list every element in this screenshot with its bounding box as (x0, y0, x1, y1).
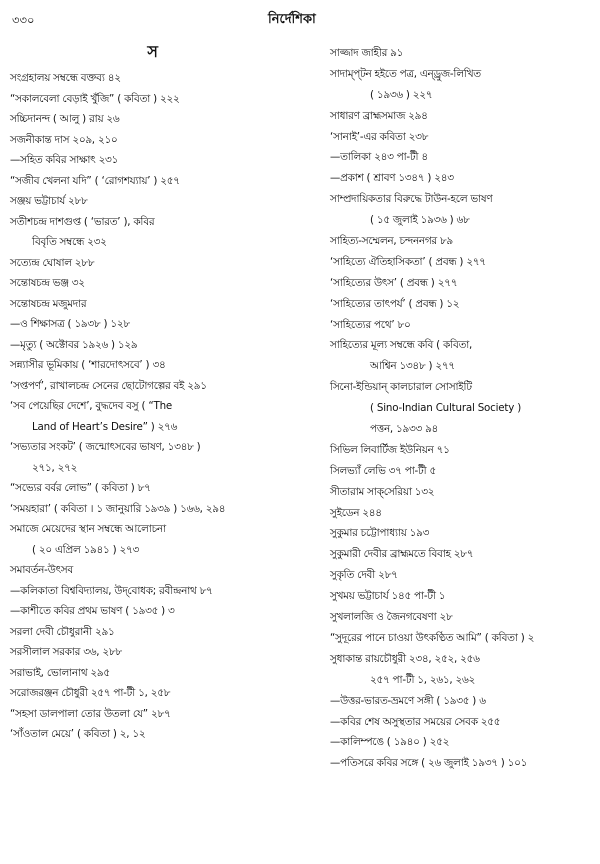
index-entry-line: সুকুমারী দেবীর ব্রাহ্মমতে বিবাহ ২৮৭ (330, 548, 474, 561)
index-entry-line: সুখময় ভট্টাচার্য ১৪৫ পা-টী ১ (330, 590, 446, 603)
index-entry-line: “সুদূরের পানে চাওয়া উৎকণ্ঠিত আমি” ( কবিতা ) ২ (330, 631, 535, 644)
index-entry-line: “সজীব খেলনা যদি” ( ‘রোগশয্যায়’ ) ২৫৭ (10, 174, 180, 187)
index-entry-line: সরাভাই, ভোলানাথ ২৯৫ (10, 666, 110, 679)
index-entry-line: “সহসা ডালপালা তোর উতলা যে” ২৮৭ (10, 707, 171, 720)
index-entry-line: বিবৃতি সম্বন্ধে ২৩২ (32, 236, 107, 248)
index-entry-line: —ও শিক্ষাসত্র ( ১৯৩৮ ) ১২৮ (10, 318, 130, 330)
index-entry-line: সিভিল লিবার্টিজ ইউনিয়ন ৭১ (330, 443, 450, 456)
index-entry-list (330, 43, 600, 774)
index-entry-line: —কাশীতে কবির প্রথম ভাষণ ( ১৯৩৫ ) ৩ (10, 605, 175, 617)
index-entry-line: সচ্চিদানন্দ ( আলু ) রায় ২৬ (10, 113, 120, 125)
index-entry-line: —কবির শেষ অসুস্থতার সময়ের সেবক ২৫৫ (330, 715, 501, 728)
index-entry-line: সত্যেন্দ্র ঘোষাল ২৮৮ (10, 256, 95, 269)
index-entry-line: সাধারণ ব্রাহ্মসমাজ ২৯৪ (330, 109, 428, 122)
index-entry-line: সন্তোষচন্দ্র মজুমদার (10, 297, 87, 310)
index-entry-line: ২৫৭ পা-টী ১, ২৬১, ২৬২ (370, 673, 475, 686)
index-entry-line: ‘সাহিত্যে ঐতিহাসিকতা’ ( প্রবন্ধ ) ২৭৭ (330, 255, 486, 268)
index-entry-line: ‘সব পেয়েছির দেশে’, বুদ্ধদেব বসু ( “The (10, 400, 173, 412)
index-entry-line: সিনো-ইন্ডিয়ান্ কালচারাল সোসাইটি (330, 381, 472, 394)
index-entry-line: সন্ন্যাসীর ভূমিকায় ( ‘শারদোৎসবে’ ) ৩৪ (10, 359, 166, 371)
index-entry-line: ‘সাহিত্যের পথে’ ৮০ (330, 318, 411, 331)
index-entry-line: সাহিত্যের মূল্য সম্বন্ধে কবি ( কবিতা, (330, 339, 473, 352)
index-entry-line: সন্তোষচন্দ্র ভঞ্জ ৩২ (10, 277, 85, 289)
section-letter: স (147, 42, 158, 61)
index-entry-line: সুকৃতি দেবী ২৮৭ (330, 569, 398, 582)
index-entry-line: —মৃত্যু ( অক্টোবর ১৯২৬ ) ১২৯ (10, 338, 138, 351)
index-entry-line: —সহিত কবির সাক্ষাৎ ২৩১ (10, 154, 119, 166)
index-column-left (10, 43, 306, 745)
index-entry-line: ২৭১, ২৭২ (32, 461, 78, 474)
index-entry-line: সরলা দেবী চৌধুরানী ২৯১ (10, 625, 115, 638)
index-entry-line: —তালিকা ২৪৩ পা-টী ৪ (330, 151, 428, 164)
index-entry-line: ‘সময়হারা’ ( কবিতা । ১ জানুয়ারি ১৯৩৯ ) ১৬৬, ২৯৪ (10, 502, 226, 515)
index-entry-line: সাহিত্য-সম্মেলন, চন্দননগর ৮৯ (330, 235, 453, 248)
index-entry-list (10, 68, 306, 745)
index-entry-line: সিলভ্যাঁ লেভি ৩৭ পা-টী ৫ (330, 464, 436, 477)
index-entry-line: Land of Heart’s Desire” ) ২৭৬ (32, 420, 178, 433)
index-entry-line: সাদাম্প্‌টন হইতে পত্র, এন্‌ড্রুজ-লিখিত (330, 67, 481, 80)
index-entry-line: —উত্তর-ভারত-ভ্রমণে সঙ্গী ( ১৯৩৫ ) ৬ (330, 694, 486, 707)
index-entry-line: সতীশচন্দ্র দাশগুপ্ত ( ‘ভারত’ ), কবির (10, 215, 155, 228)
index-entry-line: সরসীলাল সরকার ৩৬, ২৮৮ (10, 646, 122, 658)
index-column-right (330, 43, 600, 774)
index-entry-line: সমাজে মেয়েদের স্থান সম্বন্ধে আলোচনা (10, 523, 166, 535)
index-entry-line: —প্রকাশ ( শ্রাবণ ১৩৪৭ ) ২৪৩ (330, 172, 454, 185)
index-entry-line: ( Sino-Indian Cultural Society ) (370, 402, 522, 415)
index-entry-line: ‘সপ্তপর্ণ’, রাখালচন্দ্র সেনের ছোটোগল্পের বই ২৯১ (10, 379, 207, 392)
index-entry-line: ( ১৫ জুলাই ১৯৩৬ ) ৬৮ (370, 214, 470, 227)
page-number: ৩৩০ (12, 13, 35, 27)
index-entry-line: —কলিকাতা বিশ্ববিদ্যালয়, উদ্‌বোধক; রবীন্দ্রনাথ ৮৭ (10, 584, 213, 597)
index-entry-line: ‘সাহিত্যের তাৎপর্য’ ( প্রবন্ধ ) ১২ (330, 297, 460, 310)
index-entry-line: সাম্প্রদায়িকতার বিরুদ্ধে টাউন-হলে ভাষণ (330, 193, 493, 206)
index-entry-line: সরোজরঞ্জন চৌধুরী ২৫৭ পা-টী ১, ২৫৮ (10, 687, 171, 699)
index-entry-line: ‘সভ্যতার সংকট’ ( জন্মোৎসবের ভাষণ, ১৩৪৮ ) (10, 441, 201, 453)
index-entry-line: —পতিসরে কবির সঙ্গে ( ২৬ জুলাই ১৯৩৭ ) ১০১ (330, 757, 528, 770)
index-entry-line: সুধাকান্ত রায়চৌধুরী ২৩৪, ২৫২, ২৫৬ (330, 652, 480, 665)
index-entry-line: সুকুমার চট্টোপাধ্যায় ১৯৩ (330, 527, 430, 540)
index-entry-line: ( ২০ এপ্রিল ১৯৪১ ) ২৭৩ (32, 543, 139, 556)
index-entry-line: সঞ্জয় ভট্টাচার্য ২৮৮ (10, 195, 88, 207)
index-entry-line: পত্তন, ১৯৩৩ ৯৪ (370, 423, 439, 436)
index-entry-line: ( ১৯৩৬ ) ২২৭ (370, 88, 433, 101)
index-entry-line: ‘সাহিত্যের উৎস’ ( প্রবন্ধ ) ২৭৭ (330, 276, 458, 289)
index-entry-line: সজনীকান্ত দাস ২০৯, ২১০ (10, 133, 118, 146)
index-entry-line: সংগ্রহালয় সম্বন্ধে বক্তব্য ৪২ (10, 72, 121, 84)
index-entry-line: সমাবর্তন-উৎসব (10, 564, 73, 576)
index-entry-line: সীতারাম সাক্‌সেরিয়া ১৩২ (330, 485, 435, 498)
index-entry-line: “সভ্যের বর্বর লোভ” ( কবিতা ) ৮৭ (10, 482, 151, 494)
index-entry-line: ‘সাঁওতাল মেয়ে’ ( কবিতা ) ২, ১২ (10, 728, 146, 740)
index-entry-line: —কালিম্পঙে ( ১৯৪০ ) ২৫২ (330, 736, 450, 749)
index-entry-line: “সকালবেলা বেড়াই খুঁজি” ( কবিতা ) ২২২ (10, 92, 180, 105)
index-entry-line: আশ্বিন ১৩৪৮ ) ২৭৭ (370, 360, 455, 373)
page-title: নির্দেশিকা (268, 12, 316, 27)
index-entry-line: সুখলালজি ও জৈনগবেষণা ২৮ (330, 611, 453, 624)
index-entry-line: সুইডেন ২৪৪ (330, 506, 382, 519)
index-entry-line: ‘সানাই’-এর কবিতা ২৩৮ (330, 130, 429, 143)
index-entry-line: সাজ্জাদ জাহীর ৯১ (330, 47, 404, 59)
